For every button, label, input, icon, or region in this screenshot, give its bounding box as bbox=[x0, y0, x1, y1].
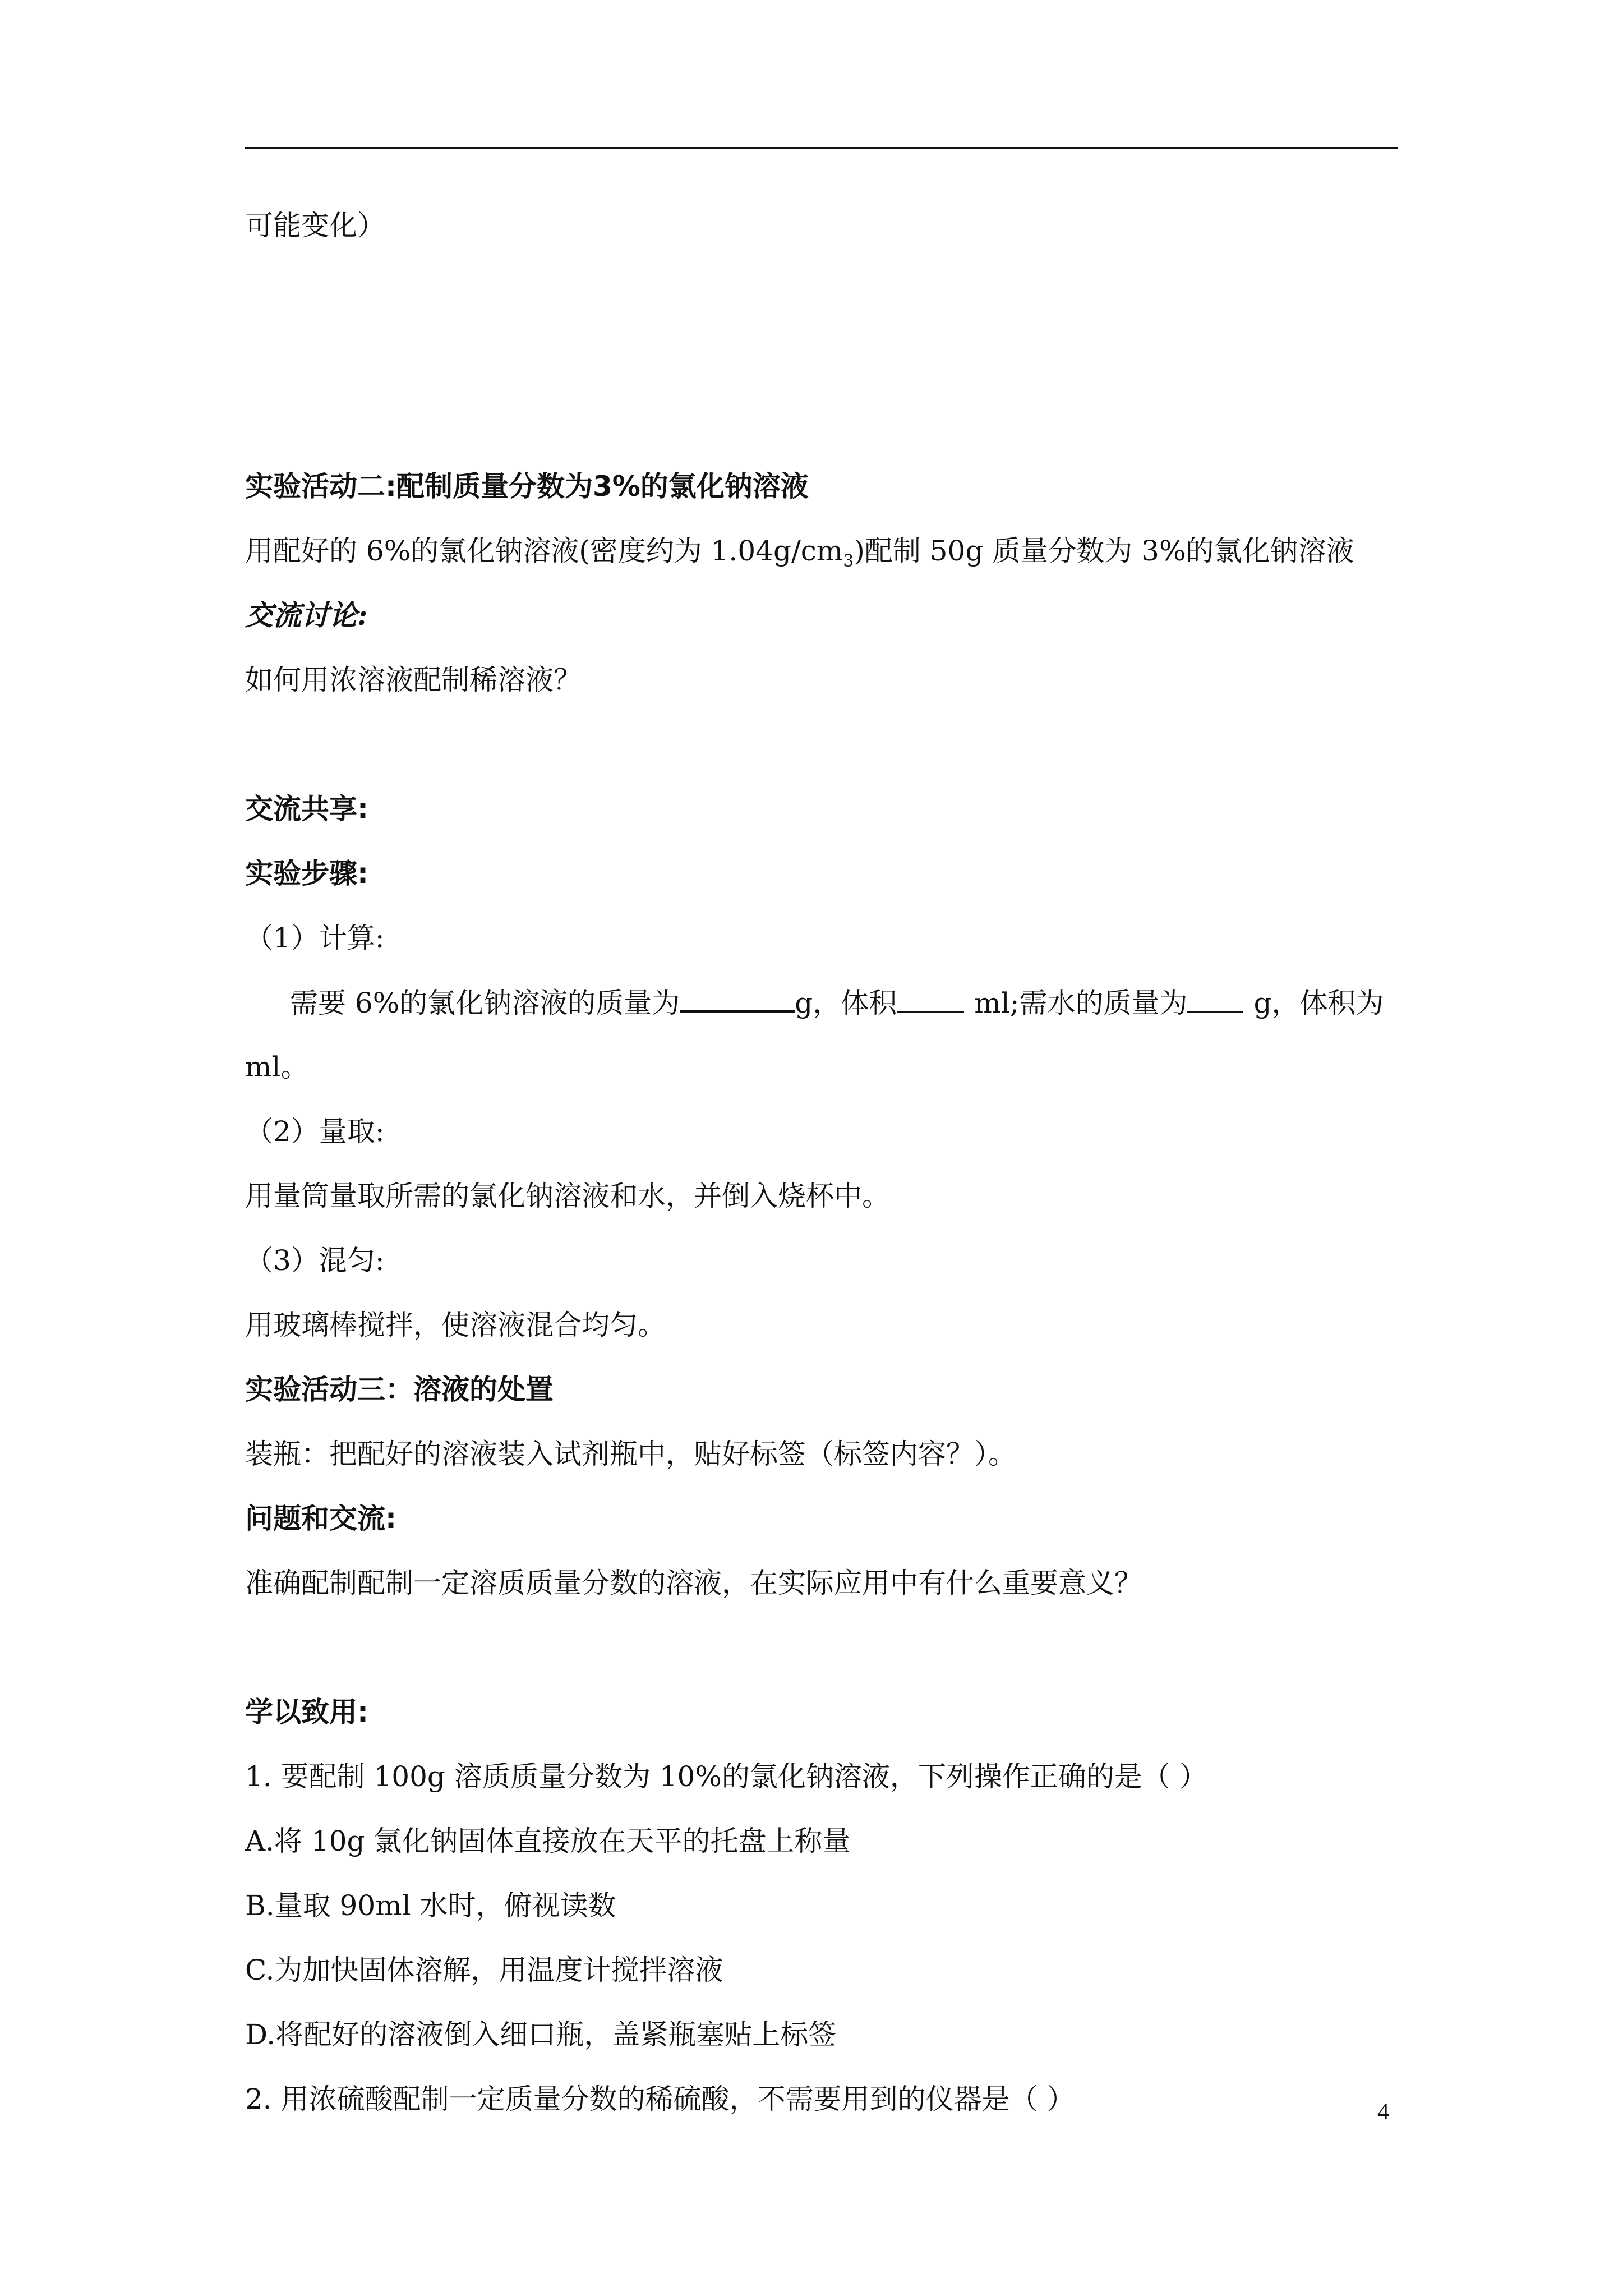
question-1: 1. 要配制 100g 溶质质量分数为 10%的氯化钠溶液，下列操作正确的是（ ） bbox=[245, 1760, 1207, 1793]
qa-text: 准确配制配制一定溶质质量分数的溶液，在实际应用中有什么重要意义？ bbox=[245, 1567, 1142, 1599]
activity3-text: 装瓶：把配好的溶液装入试剂瓶中，贴好标签（标签内容？）。 bbox=[245, 1438, 1016, 1470]
discussion-label: 交流讨论: bbox=[245, 599, 368, 632]
activity2-desc-sub: 3 bbox=[843, 551, 854, 571]
question-1-option-b: B.量取 90ml 水时，俯视读数 bbox=[245, 1889, 616, 1922]
step1-text-b: g，体积 bbox=[795, 987, 897, 1019]
question-1-option-d: D.将配好的溶液倒入细口瓶，盖紧瓶塞贴上标签 bbox=[245, 2018, 837, 2051]
share-label: 交流共享: bbox=[245, 793, 368, 825]
step3-text: 用玻璃棒搅拌，使溶液混合均匀。 bbox=[245, 1309, 666, 1341]
header-rule bbox=[245, 147, 1398, 149]
continuation-text: 可能变化） bbox=[245, 209, 385, 242]
page-number: 4 bbox=[1377, 2099, 1389, 2125]
activity2-description bbox=[245, 533, 1354, 579]
apply-label: 学以致用: bbox=[245, 1696, 368, 1728]
question-1-option-c: C.为加快固体溶解，用温度计搅拌溶液 bbox=[245, 1954, 723, 1986]
steps-label: 实验步骤: bbox=[245, 857, 368, 890]
volume-answer-blank[interactable] bbox=[897, 985, 964, 1013]
step2-text: 用量筒量取所需的氯化钠溶液和水，并倒入烧杯中。 bbox=[245, 1180, 890, 1212]
step2-heading: （2）量取: bbox=[245, 1115, 385, 1148]
activity2-desc-part-a: 用配好的 6%的氯化钠溶液(密度约为 1.04g/cm bbox=[245, 535, 843, 567]
activity3-title: 实验活动三：溶液的处置 bbox=[245, 1373, 554, 1406]
step1-calculation-line bbox=[290, 984, 1384, 1021]
qa-label: 问题和交流: bbox=[245, 1502, 396, 1535]
water-mass-answer-blank[interactable] bbox=[1187, 985, 1243, 1013]
step1-text-c: ml;需水的质量为 bbox=[974, 987, 1188, 1019]
mass-answer-blank[interactable] bbox=[680, 984, 795, 1013]
step1-heading: （1）计算: bbox=[245, 922, 385, 954]
question-2: 2. 用浓硫酸配制一定质量分数的稀硫酸，不需要用到的仪器是（ ） bbox=[245, 2083, 1075, 2115]
discussion-question: 如何用浓溶液配制稀溶液？ bbox=[245, 664, 582, 696]
question-1-option-a: A.将 10g 氯化钠固体直接放在天平的托盘上称量 bbox=[245, 1825, 851, 1857]
step1-text-a: 需要 6%的氯化钠溶液的质量为 bbox=[290, 987, 680, 1019]
step1-text-d: g，体积为 bbox=[1253, 987, 1384, 1019]
activity2-desc-part-b: )配制 50g 质量分数为 3%的氯化钠溶液 bbox=[854, 535, 1354, 567]
step1-text-e: ml。 bbox=[245, 1051, 309, 1083]
step3-heading: （3）混匀: bbox=[245, 1244, 385, 1277]
activity2-title: 实验活动二:配制质量分数为3%的氯化钠溶液 bbox=[245, 470, 809, 503]
